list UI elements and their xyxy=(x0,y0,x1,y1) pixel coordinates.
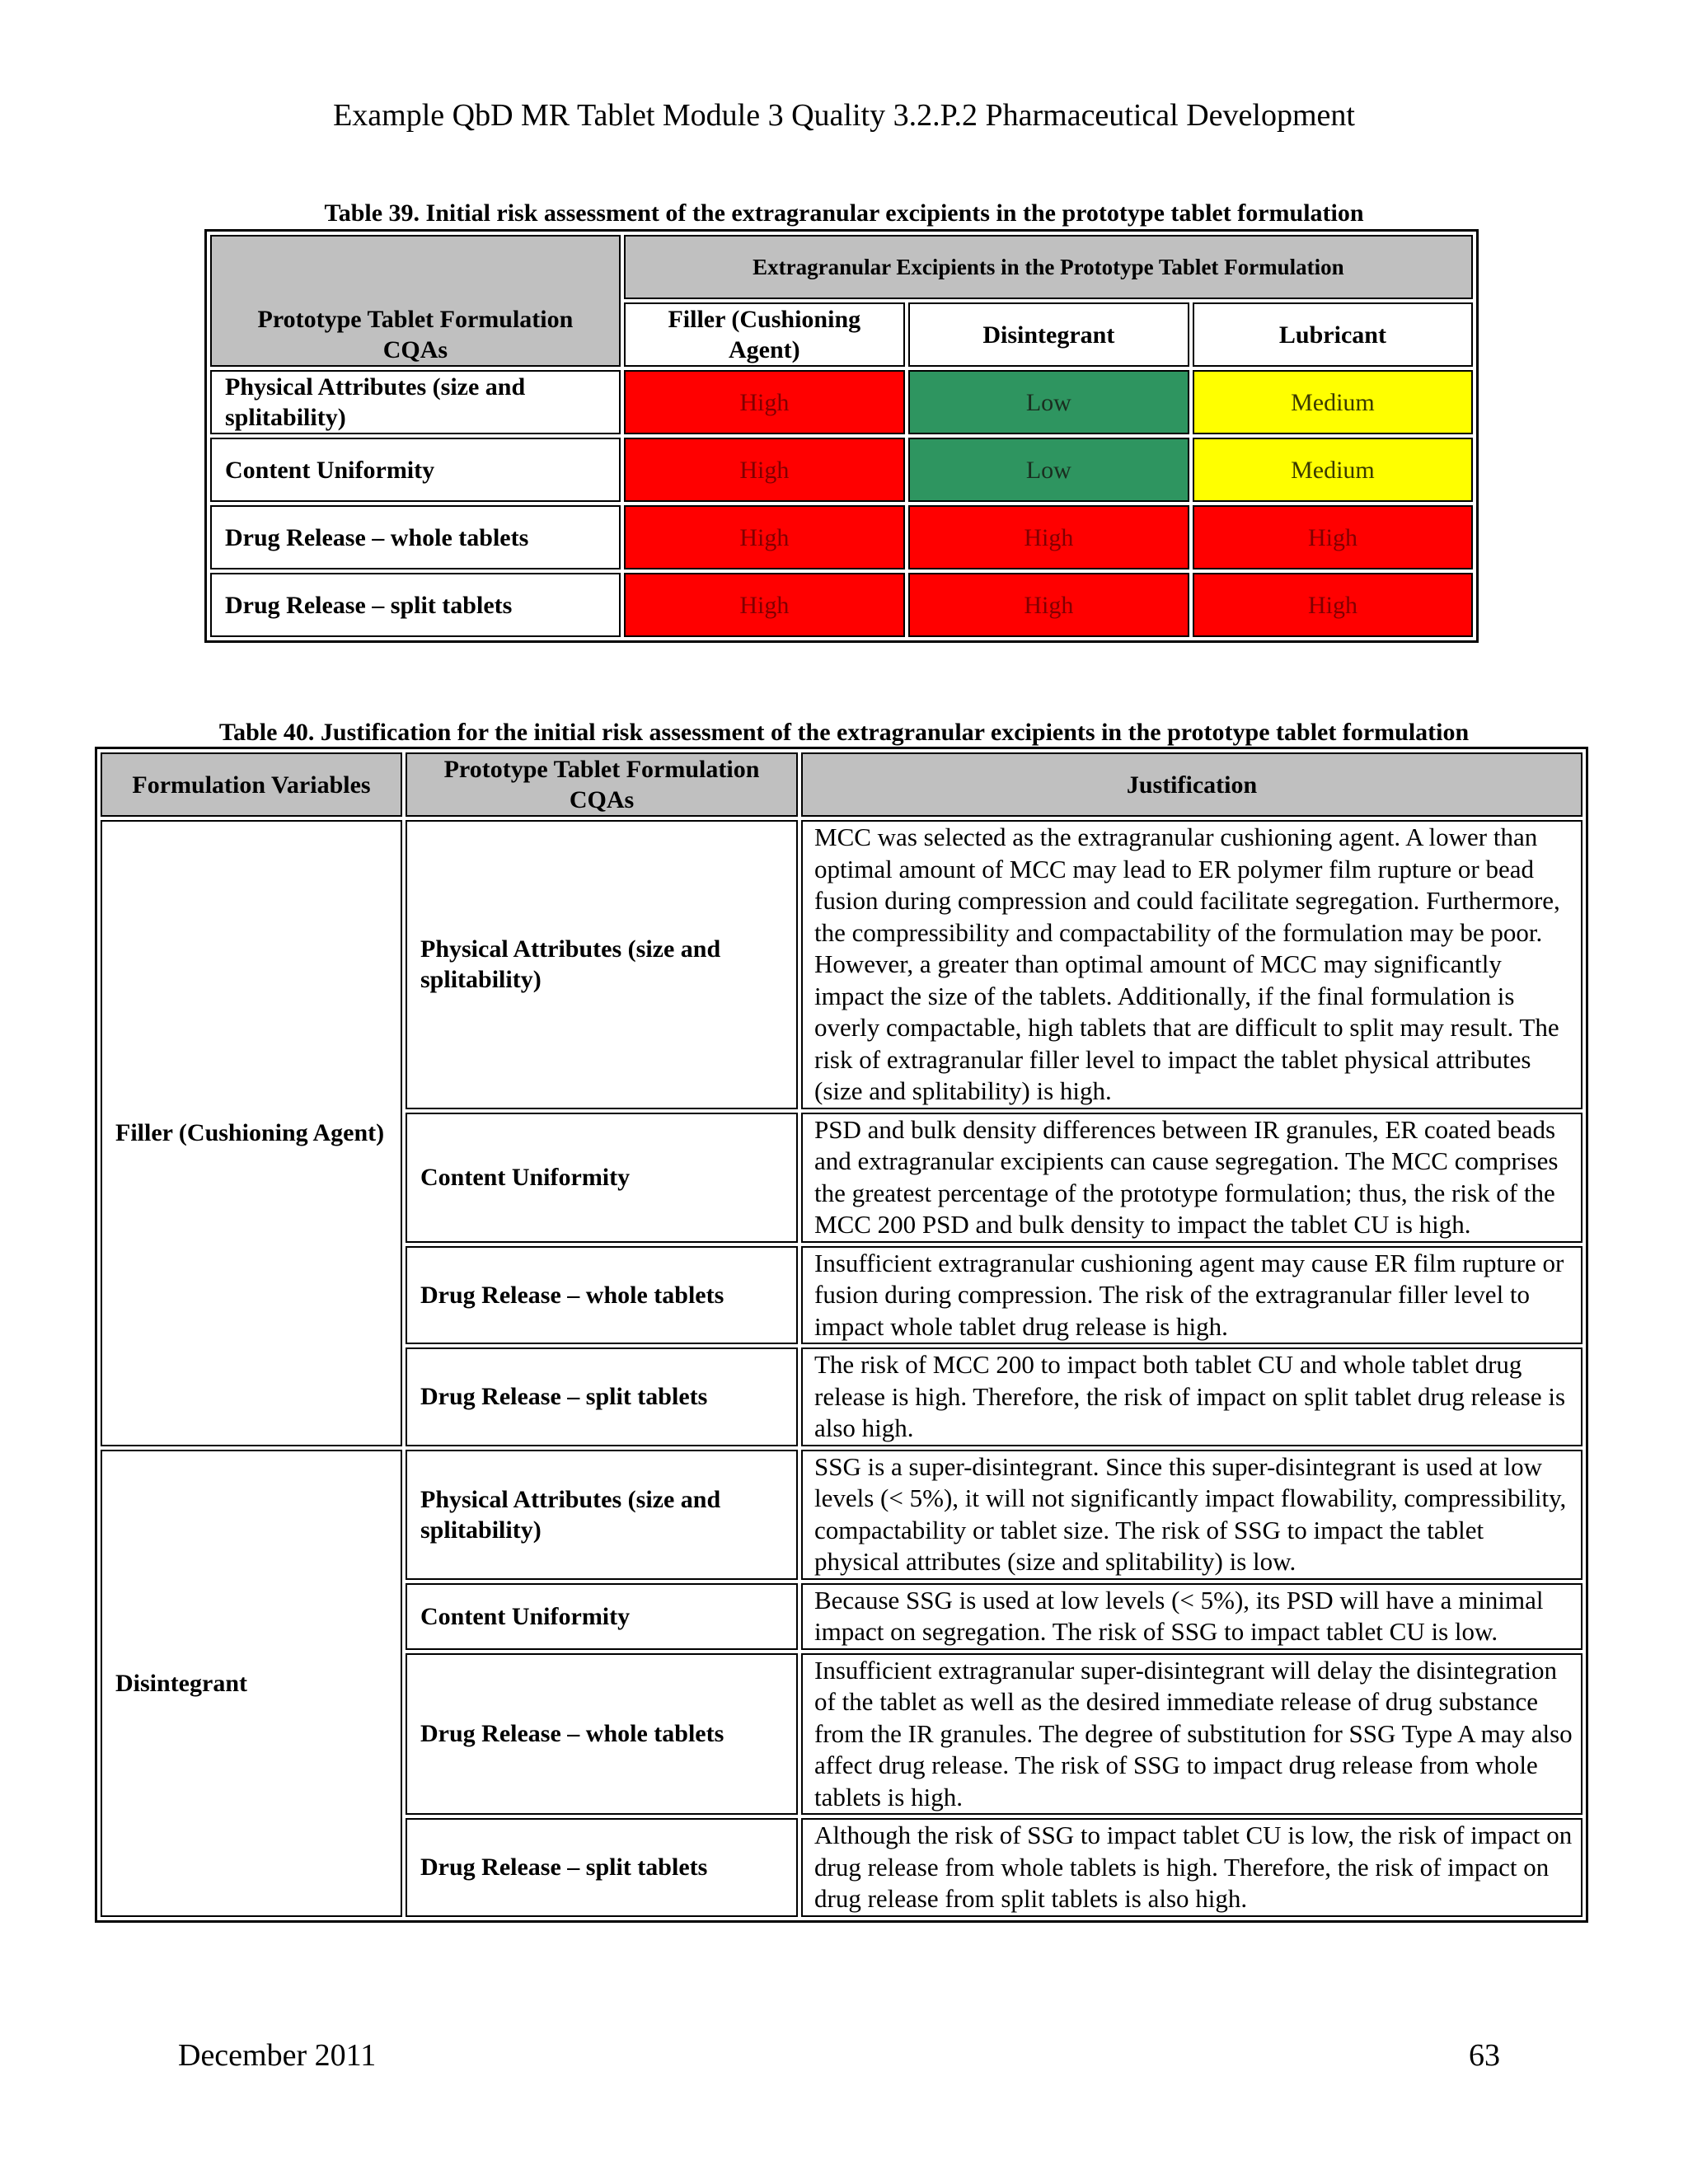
risk-cell: High xyxy=(624,573,905,637)
footer-date: December 2011 xyxy=(178,2038,377,2073)
cqa-label: Drug Release – split tablets xyxy=(406,1818,798,1917)
risk-cell: High xyxy=(624,438,905,502)
table-row xyxy=(210,370,1473,434)
header-cqas: Prototype Tablet Formulation CQAs xyxy=(406,752,798,817)
header-formulation-variables: Formulation Variables xyxy=(101,752,402,817)
table40-caption: Table 40. Justification for the initial risk assessment of the extragranular excipients in the prototype tablet formulation xyxy=(218,719,1470,746)
group-header: Extragranular Excipients in the Prototype Tablet Formulation xyxy=(624,235,1473,299)
justification-table xyxy=(95,747,1588,1923)
risk-cell: High xyxy=(1193,573,1473,637)
risk-cell: Medium xyxy=(1193,370,1473,434)
justification-text: Although the risk of SSG to impact tablet CU is low, the risk of impact on drug release from whole tablets is high. Therefore, the risk of impact on drug release from split tablets is also high. xyxy=(801,1818,1582,1917)
running-header: Example QbD MR Tablet Module 3 Quality 3.2.P.2 Pharmaceutical Development xyxy=(333,98,1355,133)
table-row xyxy=(210,573,1473,637)
table-row xyxy=(210,505,1473,569)
table-row xyxy=(101,1450,1582,1580)
header-justification: Justification xyxy=(801,752,1582,817)
cqa-label: Physical Attributes (size and splitability) xyxy=(406,820,798,1109)
justification-text: Insufficient extragranular cushioning agent may cause ER film rupture or fusion during compression. The risk of the extragranular filler level to impact whole tablet drug release is high. xyxy=(801,1246,1582,1345)
risk-assessment-table xyxy=(204,229,1479,643)
cqa-label: Content Uniformity xyxy=(406,1113,798,1243)
cqa-label: Drug Release – split tablets xyxy=(406,1347,798,1446)
corner-header: Prototype Tablet Formulation CQAs xyxy=(210,235,621,367)
risk-cell: High xyxy=(1193,505,1473,569)
justification-text: PSD and bulk density differences between IR granules, ER coated beads and extragranular excipients can cause segregation. The MCC comprises the greatest percentage of the prototype formulation; thus, the risk of the MCC 200 PSD and bulk density to impact the tablet CU is high. xyxy=(801,1113,1582,1243)
justification-text: SSG is a super-disintegrant. Since this super-disintegrant is used at low levels (< 5%), it will not significantly impact flowability, compressibility, compactability or tablet size. The risk of SSG to impact the tablet physical attributes (size and splitability) is low. xyxy=(801,1450,1582,1580)
justification-text: The risk of MCC 200 to impact both tablet CU and whole tablet drug release is high. Therefore, the risk of impact on split tablet drug release is also high. xyxy=(801,1347,1582,1446)
row-label: Physical Attributes (size and splitability) xyxy=(210,370,621,434)
justification-text: Insufficient extragranular super-disintegrant will delay the disintegration of the tablet as well as the desired immediate release of drug substance from the IR granules. The degree of substitution for SSG Type A may also affect drug release. The risk of SSG to impact drug release from whole tablets is high. xyxy=(801,1653,1582,1816)
risk-cell: Low xyxy=(908,370,1189,434)
cqa-label: Drug Release – whole tablets xyxy=(406,1653,798,1816)
risk-cell: Medium xyxy=(1193,438,1473,502)
risk-cell: High xyxy=(908,573,1189,637)
cqa-label: Content Uniformity xyxy=(406,1583,798,1650)
risk-cell: High xyxy=(624,370,905,434)
formulation-variable: Disintegrant xyxy=(101,1450,402,1917)
risk-cell: High xyxy=(908,505,1189,569)
column-header-filler: Filler (Cushioning Agent) xyxy=(624,302,905,367)
risk-cell: Low xyxy=(908,438,1189,502)
cqa-label: Physical Attributes (size and splitability) xyxy=(406,1450,798,1580)
column-header-lubricant: Lubricant xyxy=(1193,302,1473,367)
risk-cell: High xyxy=(624,505,905,569)
formulation-variable: Filler (Cushioning Agent) xyxy=(101,820,402,1446)
row-label: Drug Release – whole tablets xyxy=(210,505,621,569)
justification-text: MCC was selected as the extragranular cushioning agent. A lower than optimal amount of MCC may lead to ER polymer film rupture or bead fusion during compression and could facilitate segregation. Furthermore, the compressibility and compactability of the formulation may be poor. However, a greater than optimal amount of MCC may significantly impact the size of the tablets. Additionally, if the final formulation is overly compactable, high tablets that are difficult to split may result. The risk of extragranular filler level to impact the tablet physical attributes (size and splitability) is high. xyxy=(801,820,1582,1109)
column-header-disintegrant: Disintegrant xyxy=(908,302,1189,367)
table39-caption: Table 39. Initial risk assessment of the extragranular excipients in the prototype tablet formulation xyxy=(324,199,1364,227)
cqa-label: Drug Release – whole tablets xyxy=(406,1246,798,1345)
justification-text: Because SSG is used at low levels (< 5%), its PSD will have a minimal impact on segregation. The risk of SSG to impact tablet CU is low. xyxy=(801,1583,1582,1650)
row-label: Content Uniformity xyxy=(210,438,621,502)
table-row xyxy=(101,820,1582,1109)
row-label: Drug Release – split tablets xyxy=(210,573,621,637)
page-number: 63 xyxy=(1469,2038,1500,2073)
table-row xyxy=(210,438,1473,502)
